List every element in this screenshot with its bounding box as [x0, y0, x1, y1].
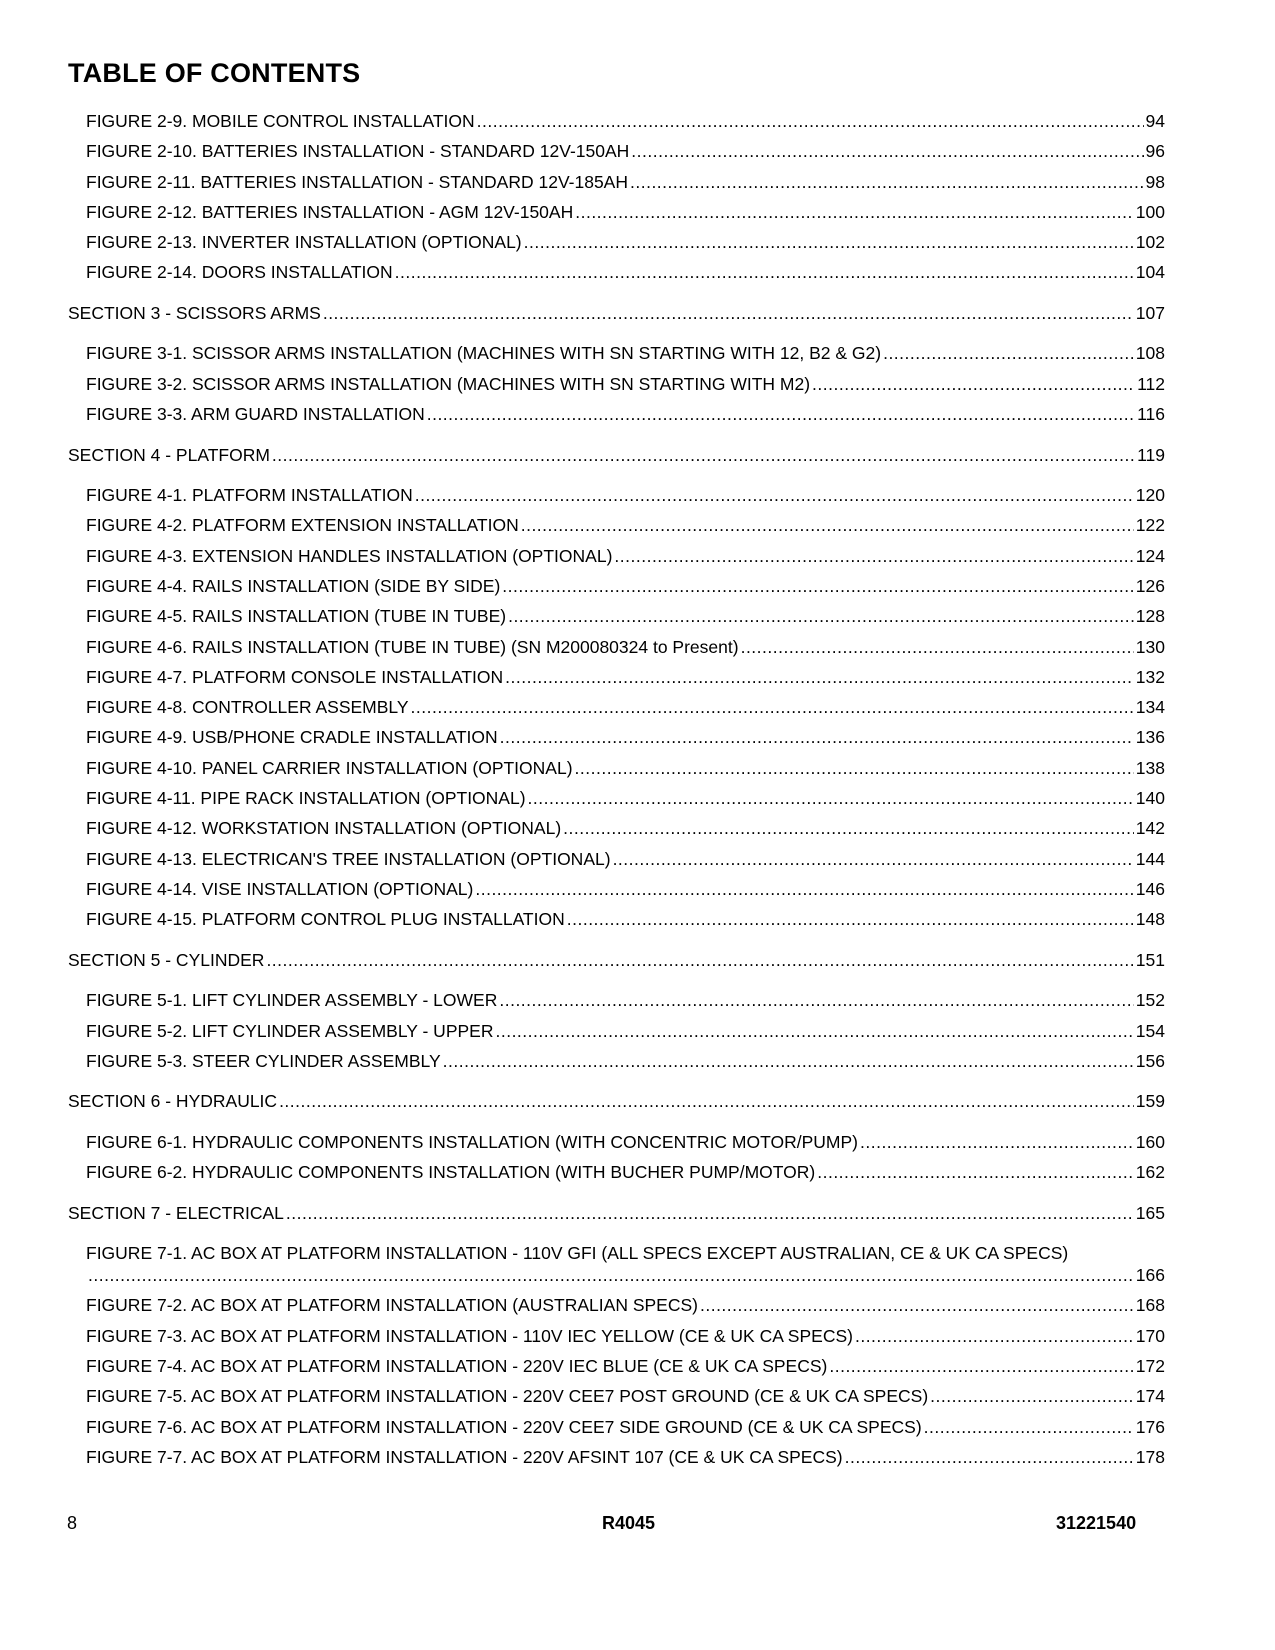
toc-entry-page: 144	[1135, 848, 1165, 869]
dot-leader	[631, 140, 1143, 162]
dot-leader	[829, 1355, 1133, 1377]
toc-entry[interactable]	[68, 605, 1165, 627]
dot-leader	[855, 1325, 1134, 1347]
toc-entry[interactable]	[68, 726, 1165, 748]
toc-entry-page: 148	[1135, 909, 1165, 930]
toc-entry[interactable]	[68, 696, 1165, 718]
toc-entry-label: SECTION 4 - PLATFORM	[68, 444, 270, 465]
toc-entry-label: SECTION 7 - ELECTRICAL	[68, 1202, 284, 1223]
toc-entry-page: 168	[1135, 1295, 1165, 1316]
toc-entry-page: 120	[1135, 485, 1165, 506]
toc-entry[interactable]	[68, 171, 1165, 193]
toc-entry[interactable]	[68, 1020, 1165, 1042]
toc-entry[interactable]	[68, 666, 1165, 688]
toc-entry-page: 119	[1137, 444, 1165, 465]
dot-leader	[521, 514, 1134, 536]
toc-entry-page: 176	[1135, 1416, 1165, 1437]
dot-leader	[499, 989, 1133, 1011]
toc-entry-label: FIGURE 4-1. PLATFORM INSTALLATION	[86, 485, 413, 506]
toc-entry-page: 126	[1135, 575, 1165, 596]
toc-entry-label: FIGURE 4-12. WORKSTATION INSTALLATION (OPTIONAL)	[86, 818, 562, 839]
toc-entry-label: FIGURE 5-3. STEER CYLINDER ASSEMBLY	[86, 1050, 441, 1071]
toc-entry[interactable]	[68, 484, 1165, 506]
toc-entry-page: 108	[1135, 343, 1165, 364]
toc-entry-page: 134	[1135, 697, 1165, 718]
dot-leader	[272, 444, 1135, 466]
dot-leader	[411, 696, 1134, 718]
toc-entry-page: 178	[1135, 1446, 1165, 1467]
dot-leader	[286, 1202, 1134, 1224]
toc-entry-page: 138	[1135, 757, 1165, 778]
toc-entry-page: 152	[1135, 990, 1165, 1011]
dot-leader	[500, 726, 1134, 748]
dot-leader	[508, 605, 1134, 627]
toc-entry-page: 96	[1145, 141, 1165, 162]
toc-entry[interactable]	[68, 1416, 1165, 1438]
toc-entry-page: 122	[1135, 515, 1165, 536]
toc-entry-label: FIGURE 3-1. SCISSOR ARMS INSTALLATION (MACHINES WITH SN STARTING WITH 12, B2 & G2)	[86, 343, 882, 364]
toc-entry[interactable]	[68, 373, 1165, 395]
toc-section-entry[interactable]	[68, 1202, 1165, 1224]
toc-entry[interactable]	[68, 757, 1165, 779]
toc-entry-page: 116	[1137, 404, 1165, 425]
toc-entry-label: FIGURE 5-1. LIFT CYLINDER ASSEMBLY - LOWER	[86, 990, 498, 1011]
toc-entry[interactable]	[68, 1385, 1165, 1407]
toc-entry[interactable]	[68, 878, 1165, 900]
toc-entry-page: 146	[1135, 878, 1165, 899]
toc-entry-page: 128	[1135, 606, 1165, 627]
toc-entry-label: FIGURE 7-5. AC BOX AT PLATFORM INSTALLATION - 220V CEE7 POST GROUND (CE & UK CA SPECS)	[86, 1386, 929, 1407]
dot-leader	[88, 1264, 1134, 1286]
toc-entry-page: 132	[1135, 666, 1165, 687]
toc-entry[interactable]	[68, 908, 1165, 930]
toc-entry-label: FIGURE 2-12. BATTERIES INSTALLATION - AGM 12V-150AH	[86, 201, 574, 222]
toc-entry[interactable]	[68, 110, 1165, 132]
toc-entry-label: FIGURE 4-2. PLATFORM EXTENSION INSTALLATION	[86, 515, 519, 536]
toc-entry-page: 107	[1135, 302, 1165, 323]
toc-entry[interactable]	[68, 403, 1165, 425]
toc-entry-label: FIGURE 4-11. PIPE RACK INSTALLATION (OPTIONAL)	[86, 788, 526, 809]
toc-entry[interactable]	[68, 1131, 1165, 1153]
toc-entry-page: 156	[1135, 1050, 1165, 1071]
dot-leader	[845, 1446, 1134, 1468]
toc-entry-label: FIGURE 4-4. RAILS INSTALLATION (SIDE BY SIDE)	[86, 575, 501, 596]
toc-entry-page: 166	[1135, 1265, 1165, 1286]
toc-entry-page: 172	[1135, 1356, 1165, 1377]
toc-entry[interactable]	[68, 1050, 1165, 1072]
toc-entry-label: FIGURE 4-3. EXTENSION HANDLES INSTALLATION (OPTIONAL)	[86, 545, 613, 566]
toc-entry-page: 140	[1135, 788, 1165, 809]
toc-entry-page: 154	[1135, 1020, 1165, 1041]
toc-entry-label: FIGURE 4-13. ELECTRICAN'S TREE INSTALLATION (OPTIONAL)	[86, 848, 611, 869]
toc-entry-page: 159	[1135, 1091, 1165, 1112]
toc-entry[interactable]	[68, 1294, 1165, 1316]
dot-leader	[495, 1020, 1133, 1042]
toc-entry-label: FIGURE 2-14. DOORS INSTALLATION	[86, 262, 393, 283]
toc-entry-page: 160	[1135, 1131, 1165, 1152]
dot-leader	[817, 1161, 1134, 1183]
dot-leader	[475, 878, 1133, 900]
toc-entry-page: 124	[1135, 545, 1165, 566]
toc-entry[interactable]	[68, 575, 1165, 597]
toc-section-entry[interactable]	[68, 1090, 1165, 1112]
toc-entry-page: 112	[1137, 373, 1165, 394]
toc-entry-page: 94	[1145, 111, 1165, 131]
toc-entry-label: FIGURE 4-9. USB/PHONE CRADLE INSTALLATION	[86, 727, 498, 748]
toc-entry[interactable]	[68, 1325, 1165, 1347]
footer-doc-number: 31221540	[1056, 1513, 1137, 1533]
toc-entry-label: FIGURE 4-6. RAILS INSTALLATION (TUBE IN TUBE) (SN M200080324 to Present)	[86, 636, 739, 657]
dot-leader	[415, 484, 1134, 506]
dot-leader	[266, 949, 1133, 971]
toc-entry-page: 98	[1145, 171, 1165, 192]
toc-entry-label: SECTION 5 - CYLINDER	[68, 949, 265, 970]
toc-entry[interactable]	[68, 636, 1165, 658]
dot-leader	[630, 171, 1144, 193]
page-title: TABLE OF CONTENTS	[68, 58, 361, 88]
footer-page-number: 8	[67, 1513, 78, 1533]
toc-entry-label: FIGURE 7-7. AC BOX AT PLATFORM INSTALLATION - 220V AFSINT 107 (CE & UK CA SPECS)	[86, 1446, 843, 1467]
toc-entry-label: FIGURE 4-8. CONTROLLER ASSEMBLY	[86, 697, 409, 718]
toc-entry-label: SECTION 3 - SCISSORS ARMS	[68, 302, 321, 323]
toc-entry-page: 165	[1135, 1202, 1165, 1223]
toc-section-entry[interactable]	[68, 302, 1165, 324]
toc-section-entry[interactable]	[68, 444, 1165, 466]
toc-entry-label: FIGURE 4-10. PANEL CARRIER INSTALLATION (OPTIONAL)	[86, 757, 573, 778]
dot-leader	[812, 373, 1135, 395]
dot-leader	[323, 302, 1134, 324]
dot-leader	[575, 201, 1134, 223]
dot-leader	[528, 787, 1134, 809]
toc-entry-label: FIGURE 2-11. BATTERIES INSTALLATION - STANDARD 12V-185AH	[86, 171, 628, 192]
toc-entry-page: 102	[1135, 232, 1165, 253]
dot-leader	[567, 908, 1134, 930]
toc-entry[interactable]	[68, 231, 1165, 253]
toc-entry[interactable]	[68, 140, 1165, 162]
toc-entry-page: 170	[1135, 1325, 1165, 1346]
toc-entry-label: FIGURE 7-4. AC BOX AT PLATFORM INSTALLATION - 220V IEC BLUE (CE & UK CA SPECS)	[86, 1356, 828, 1377]
dot-leader	[575, 757, 1134, 779]
toc-entry[interactable]	[68, 261, 1165, 283]
toc-entry[interactable]	[68, 1355, 1165, 1377]
toc-entry[interactable]	[68, 1264, 1165, 1286]
dot-leader	[614, 545, 1133, 567]
dot-leader	[741, 636, 1134, 658]
toc-entry[interactable]	[68, 342, 1165, 364]
dot-leader	[924, 1416, 1134, 1438]
dot-leader	[279, 1090, 1134, 1112]
toc-entry[interactable]	[68, 1161, 1165, 1183]
dot-leader	[477, 110, 1144, 132]
toc-entry-page: 100	[1135, 201, 1165, 222]
dot-leader	[505, 666, 1134, 688]
toc-entry-label: FIGURE 4-14. VISE INSTALLATION (OPTIONAL)	[86, 878, 474, 899]
dot-leader	[563, 817, 1134, 839]
toc-entry[interactable]	[68, 201, 1165, 223]
toc-entry-label: FIGURE 7-2. AC BOX AT PLATFORM INSTALLATION (AUSTRALIAN SPECS)	[86, 1295, 698, 1316]
toc-entry[interactable]	[68, 989, 1165, 1011]
toc-entry-label: FIGURE 3-2. SCISSOR ARMS INSTALLATION (MACHINES WITH SN STARTING WITH M2)	[86, 373, 811, 394]
toc-entry-page: 174	[1135, 1386, 1165, 1407]
toc-entry-label: SECTION 6 - HYDRAULIC	[68, 1091, 278, 1112]
toc-entry-page: 104	[1135, 262, 1165, 283]
toc-entry-label: FIGURE 4-7. PLATFORM CONSOLE INSTALLATION	[86, 666, 504, 687]
toc-entry-label: FIGURE 6-2. HYDRAULIC COMPONENTS INSTALLATION (WITH BUCHER PUMP/MOTOR)	[86, 1162, 816, 1183]
toc-entry[interactable]	[68, 848, 1165, 870]
toc-list	[68, 110, 1165, 1468]
dot-leader	[427, 403, 1135, 425]
toc-section-entry[interactable]	[68, 949, 1165, 971]
dot-leader	[860, 1131, 1134, 1153]
dot-leader	[930, 1385, 1134, 1407]
toc-entry-label: FIGURE 2-9. MOBILE CONTROL INSTALLATION	[86, 111, 475, 131]
dot-leader	[613, 848, 1134, 870]
toc-entry-page: 151	[1135, 949, 1165, 970]
toc-entry-label: FIGURE 3-3. ARM GUARD INSTALLATION	[86, 404, 425, 425]
toc-entry-page: 162	[1135, 1162, 1165, 1183]
dot-leader	[883, 342, 1134, 364]
toc-entry-label: FIGURE 5-2. LIFT CYLINDER ASSEMBLY - UPPER	[86, 1020, 494, 1041]
toc-entry-page: 130	[1135, 636, 1165, 657]
dot-leader	[700, 1294, 1134, 1316]
dot-leader	[524, 231, 1134, 253]
toc-entry-label: FIGURE 2-13. INVERTER INSTALLATION (OPTIONAL)	[86, 232, 522, 253]
toc-entry-label: FIGURE 7-6. AC BOX AT PLATFORM INSTALLATION - 220V CEE7 SIDE GROUND (CE & UK CA SPECS)	[86, 1416, 922, 1437]
dot-leader	[395, 261, 1134, 283]
toc-entry[interactable]	[68, 787, 1165, 809]
toc-entry[interactable]	[68, 1446, 1165, 1468]
toc-entry-label: FIGURE 7-1. AC BOX AT PLATFORM INSTALLATION - 110V GFI (ALL SPECS EXCEPT AUSTRALIAN, CE & UK CA SPECS)	[86, 1243, 1069, 1264]
toc-entry-label: FIGURE 6-1. HYDRAULIC COMPONENTS INSTALLATION (WITH CONCENTRIC MOTOR/PUMP)	[86, 1131, 858, 1152]
dot-leader	[443, 1050, 1134, 1072]
toc-entry-label: FIGURE 4-15. PLATFORM CONTROL PLUG INSTALLATION	[86, 909, 565, 930]
toc-entry-page: 142	[1135, 818, 1165, 839]
toc-entry[interactable]	[68, 817, 1165, 839]
footer-model: R4045	[602, 1513, 656, 1533]
dot-leader	[502, 575, 1134, 597]
toc-entry-label: FIGURE 2-10. BATTERIES INSTALLATION - STANDARD 12V-150AH	[86, 141, 630, 162]
toc-entry[interactable]	[68, 514, 1165, 536]
toc-entry-page: 136	[1135, 727, 1165, 748]
toc-entry-label: FIGURE 4-5. RAILS INSTALLATION (TUBE IN TUBE)	[86, 606, 507, 627]
toc-entry[interactable]	[68, 545, 1165, 567]
toc-entry-label: FIGURE 7-3. AC BOX AT PLATFORM INSTALLATION - 110V IEC YELLOW (CE & UK CA SPECS)	[86, 1325, 853, 1346]
